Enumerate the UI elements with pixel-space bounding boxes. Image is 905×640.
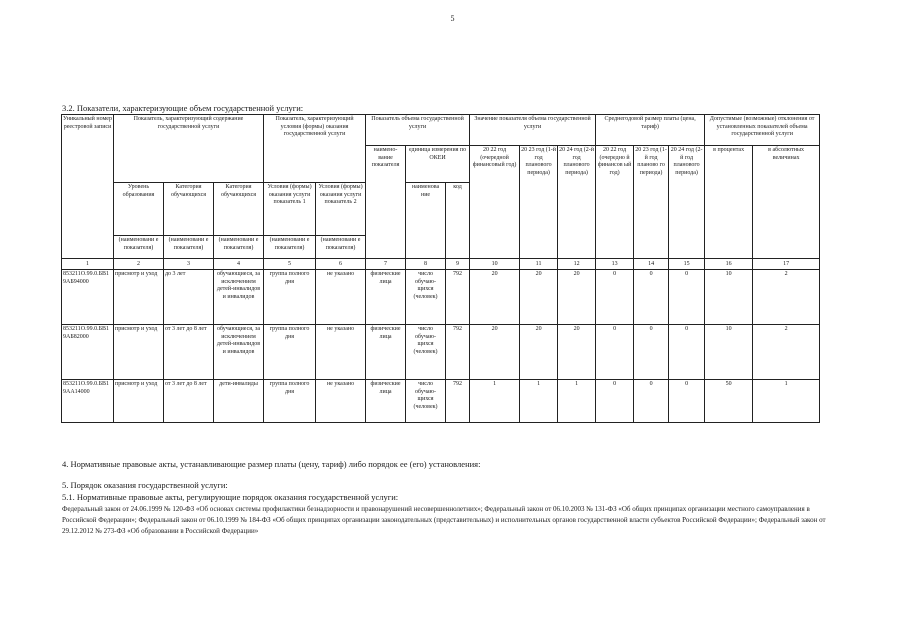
column-number: 14	[634, 259, 669, 270]
column-number-row	[62, 259, 820, 270]
header-price-2022: 20 22 год (очередно й финансов ый год)	[596, 146, 634, 259]
cell-category: обучающиеся, за исключением детей-инвалидов и инвалидов	[214, 270, 264, 325]
cell-condition-1: группа полного дня	[264, 270, 316, 325]
cell-category: обучающиеся, за исключением детей-инвалидов и инвалидов	[214, 325, 264, 380]
header-unit-code: код	[446, 183, 470, 259]
header-indicator-name: наимено-вание показателя	[366, 146, 406, 259]
cell-deviation-percent: 10	[705, 270, 753, 325]
cell-unit-name: число обучаю-щихся (человек)	[406, 270, 446, 325]
cell-price-2023: 0	[634, 325, 669, 380]
header-year-2024: 20 24 год (2-й год планового периода)	[558, 146, 596, 259]
cell-condition-2: не указано	[316, 380, 366, 423]
cell-deviation-absolute: 2	[753, 270, 820, 325]
column-number: 8	[406, 259, 446, 270]
table-row	[62, 325, 820, 380]
cell-price-2023: 0	[634, 270, 669, 325]
section-4-heading: 4. Нормативные правовые акты, устанавливающие размер платы (цену, тариф) либо порядок ее (его) установления:	[62, 459, 481, 469]
column-number: 9	[446, 259, 470, 270]
cell-value-2024: 20	[558, 270, 596, 325]
cell-indicator-name: физические лица	[366, 325, 406, 380]
cell-age: от 3 лет до 8 лет	[164, 380, 214, 423]
cell-age: от 3 лет до 8 лет	[164, 325, 214, 380]
section-5-heading: 5. Порядок оказания государственной услуги:	[62, 480, 228, 490]
header-in-absolute: в абсолютных величинах	[753, 146, 820, 259]
header-unit-name: наименова ние	[406, 183, 446, 259]
header-price-2024: 20 24 год (2-й год планового периода)	[669, 146, 705, 259]
page-number: 5	[450, 14, 455, 23]
column-number: 5	[264, 259, 316, 270]
cell-deviation-percent: 50	[705, 380, 753, 423]
header-condition-2: Условия (формы) оказания услуги показатель 2	[316, 183, 366, 236]
column-number: 16	[705, 259, 753, 270]
cell-deviation-percent: 10	[705, 325, 753, 380]
cell-registry-number: 853211О.99.0.БВ19АБ82000	[62, 325, 114, 380]
section-5-1-heading: 5.1. Нормативные правовые акты, регулирующие порядок оказания государственной услуги:	[62, 492, 399, 502]
cell-unit-name: число обучаю-щихся (человек)	[406, 325, 446, 380]
cell-unit-name: число обучаю-щихся (человек)	[406, 380, 446, 423]
header-year-2022: 20 22 год (очередной финансовый год)	[470, 146, 520, 259]
cell-service: присмотр и уход	[114, 325, 164, 380]
cell-indicator-name: физические лица	[366, 380, 406, 423]
column-number: 4	[214, 259, 264, 270]
header-deviation-group: Допустимые (возможные) отклонения от установленных показателей объема государственной услуги	[705, 115, 820, 146]
indicator-label: (наименовани е показателя)	[264, 236, 316, 259]
cell-price-2023: 0	[634, 380, 669, 423]
header-price-group: Среднегодовой размер платы (цена, тариф)	[596, 115, 705, 146]
cell-service: присмотр и уход	[114, 270, 164, 325]
indicator-label: (наименовани е показателя)	[214, 236, 264, 259]
cell-value-2022: 20	[470, 325, 520, 380]
indicator-label: (наименовани е показателя)	[114, 236, 164, 259]
cell-value-2023: 20	[520, 325, 558, 380]
cell-price-2024: 0	[669, 270, 705, 325]
column-number: 6	[316, 259, 366, 270]
column-number: 11	[520, 259, 558, 270]
legal-acts-text: Федеральный закон от 24.06.1999 № 120-ФЗ «Об основах системы профилактики безнадзорности и правонарушений несовершеннолетних»; Федеральный закон от 06.10.2003 № 131-ФЗ «Об общих принципах организации местного самоуправления в Российской Федерации»; Федеральный закон от 06.10.1999 № 184-ФЗ «Об общих принципах организации законодательных (представительных) и исполнительных органов государственной власти субъектов Российской Федерации»; Федеральный закон от 29.12.2012 № 273-ФЗ «Об образовании в Российской Федерации»	[62, 505, 826, 535]
cell-registry-number: 853211О.99.0.БВ19АБ94000	[62, 270, 114, 325]
cell-condition-2: не указано	[316, 325, 366, 380]
cell-condition-1: группа полного дня	[264, 380, 316, 423]
cell-condition-2: не указано	[316, 270, 366, 325]
column-number: 2	[114, 259, 164, 270]
header-value-group: Значение показателя объема государственной услуги	[470, 115, 596, 146]
cell-unit-code: 792	[446, 380, 470, 423]
section-title: 3.2. Показатели, характеризующие объем государственной услуги:	[62, 103, 304, 113]
table-row	[62, 380, 820, 423]
cell-indicator-name: физические лица	[366, 270, 406, 325]
header-volume-group: Показатель объема государственной услуги	[366, 115, 470, 146]
cell-age: до 3 лет	[164, 270, 214, 325]
cell-value-2022: 1	[470, 380, 520, 423]
header-student-category-2: Категория обучающихся	[214, 183, 264, 236]
cell-price-2024: 0	[669, 325, 705, 380]
column-number: 13	[596, 259, 634, 270]
cell-deviation-absolute: 2	[753, 325, 820, 380]
cell-price-2022: 0	[596, 325, 634, 380]
table-row	[62, 270, 820, 325]
header-edu-level: Уровень образования	[114, 183, 164, 236]
header-year-2023: 20 23 год (1-й год планового периода)	[520, 146, 558, 259]
cell-value-2023: 1	[520, 380, 558, 423]
cell-condition-1: группа полного дня	[264, 325, 316, 380]
cell-unit-code: 792	[446, 325, 470, 380]
column-number: 1	[62, 259, 114, 270]
column-number: 10	[470, 259, 520, 270]
header-unique-number: Уникальный номер реестровой записи	[62, 115, 114, 259]
indicator-label: (наименовани е показателя)	[164, 236, 214, 259]
column-number: 12	[558, 259, 596, 270]
header-condition-1: Условия (формы) оказания услуги показатель 1	[264, 183, 316, 236]
cell-deviation-absolute: 1	[753, 380, 820, 423]
header-unit-okei: единица измерения по ОКЕИ	[406, 146, 470, 183]
column-number: 7	[366, 259, 406, 270]
cell-category: дети-инвалиды	[214, 380, 264, 423]
header-price-2023: 20 23 год (1-й год планово го периода)	[634, 146, 669, 259]
header-in-percent: в процентах	[705, 146, 753, 259]
column-number: 17	[753, 259, 820, 270]
cell-price-2022: 0	[596, 380, 634, 423]
volume-indicators-table	[61, 114, 820, 423]
cell-value-2024: 20	[558, 325, 596, 380]
column-number: 3	[164, 259, 214, 270]
cell-registry-number: 853211О.99.0.БВ19АА14000	[62, 380, 114, 423]
header-student-category: Категория обучающихся	[164, 183, 214, 236]
indicator-label: (наименовани е показателя)	[316, 236, 366, 259]
cell-unit-code: 792	[446, 270, 470, 325]
cell-value-2022: 20	[470, 270, 520, 325]
cell-value-2023: 20	[520, 270, 558, 325]
header-conditions-group: Показатель, характеризующий условия (формы) оказания государственной услуги	[264, 115, 366, 183]
cell-value-2024: 1	[558, 380, 596, 423]
cell-price-2024: 0	[669, 380, 705, 423]
cell-price-2022: 0	[596, 270, 634, 325]
header-content-group: Показатель, характеризующий содержание государственной услуги	[114, 115, 264, 183]
column-number: 15	[669, 259, 705, 270]
cell-service: присмотр и уход	[114, 380, 164, 423]
